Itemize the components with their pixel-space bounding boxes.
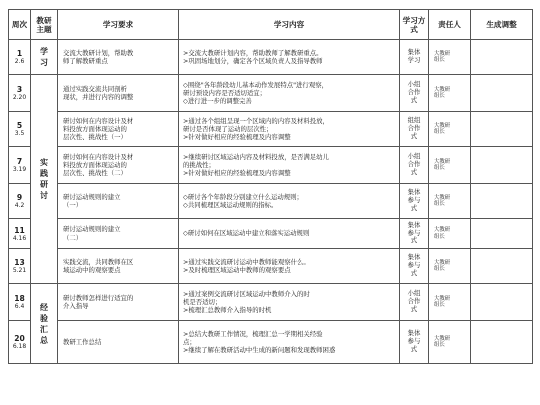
- requirement-line: 层次性、挑战性（一）: [63, 133, 127, 142]
- responsible-line: 大教研: [434, 50, 451, 57]
- mode-line: 小组: [407, 152, 421, 161]
- mode-line: 合作: [407, 124, 421, 133]
- theme-cell: [31, 75, 58, 284]
- requirement-line: 料投放方面体现运动的: [63, 160, 127, 169]
- mode-line: 集体: [407, 188, 421, 197]
- adjust-cell: [471, 112, 533, 147]
- adjust-cell: [471, 147, 533, 184]
- theme-cell: [31, 284, 58, 364]
- content-line: >通过实践交流研讨运动中教师能观察什么。: [183, 257, 310, 266]
- adjust-cell: [471, 40, 533, 75]
- responsible-cell: [429, 147, 471, 184]
- requirement-line: 研讨运动规则的建立: [63, 192, 121, 201]
- content-line: >梳理汇总教师介入指导的时机: [183, 306, 272, 315]
- mode-line: 集体: [407, 220, 421, 229]
- responsible-line: 大教研: [434, 295, 451, 302]
- mode-line: 集体: [407, 48, 421, 57]
- mode-line: 式: [410, 304, 418, 313]
- responsible-cell: [429, 284, 471, 321]
- requirement-line: 通过实践交流共同剖析: [63, 84, 127, 93]
- table-row: [9, 147, 533, 184]
- content-line: ◇研讨各个年龄段分别建立什么运动规则；: [183, 192, 303, 201]
- content-cell: [179, 75, 400, 112]
- header-theme: 教研主题: [31, 10, 58, 40]
- table-row: [9, 112, 533, 147]
- content-line: 研讨是否体现了运动的层次性；: [183, 124, 273, 133]
- requirement-line: 层次性、挑战性（二）: [63, 169, 127, 178]
- mode-line: 参与: [407, 228, 421, 237]
- week-number: 11: [14, 225, 25, 235]
- mode-line: 式: [410, 203, 418, 212]
- requirement-line: 研讨运动规则的建立: [63, 225, 121, 234]
- requirement-line: 实践交流，共同教师在区: [63, 257, 134, 266]
- mode-line: 集体: [407, 329, 421, 338]
- mode-line: 学习: [407, 56, 421, 64]
- content-cell: [179, 219, 400, 249]
- mode-cell: [400, 249, 429, 284]
- week-number: 18: [14, 294, 25, 303]
- content-cell: [179, 147, 400, 184]
- content-line: >继续研讨区域运动内容及材料投放，是否满足幼儿: [183, 152, 329, 161]
- header-mode: 学习方式: [400, 10, 429, 40]
- content-cell: [179, 249, 400, 284]
- week-cell: [9, 184, 31, 219]
- table-row: [9, 219, 533, 249]
- content-line: >通过案例交流研讨区域运动中教师介入的时: [183, 289, 310, 298]
- responsible-line: 大教研: [434, 122, 451, 129]
- content-line: >通过各个组组呈现一个区域内的内容及材料投放，: [183, 116, 329, 125]
- responsible-line: 组长: [434, 165, 445, 171]
- mode-line: 式: [410, 236, 418, 245]
- responsible-line: 大教研: [434, 259, 451, 266]
- week-date: 2.6: [14, 58, 25, 65]
- schedule-document: [8, 9, 533, 364]
- week-date: 4.16: [12, 234, 27, 242]
- week-cell: [9, 284, 31, 321]
- requirements-cell: [58, 147, 179, 184]
- content-line: 点；: [183, 337, 196, 346]
- mode-cell: [400, 112, 429, 147]
- week-date: 4.2: [14, 202, 25, 209]
- requirement-line: 教研工作总结: [63, 337, 102, 346]
- week-cell: [9, 40, 31, 75]
- content-line: ◇研讨如何在区域运动中建立和落实运动规则: [183, 229, 310, 238]
- responsible-line: 组长: [434, 93, 445, 99]
- header-responsible: 责任人: [429, 10, 471, 40]
- responsible-line: 大教研: [434, 335, 451, 342]
- week-cell: [9, 321, 31, 364]
- mode-line: 参与: [407, 337, 421, 346]
- adjust-cell: [471, 184, 533, 219]
- week-date: 6.4: [14, 303, 25, 310]
- week-date: 5.21: [12, 267, 27, 274]
- mode-line: 小组: [407, 289, 421, 298]
- responsible-cell: [429, 249, 471, 284]
- responsible-cell: [429, 40, 471, 75]
- responsible-cell: [429, 321, 471, 364]
- responsible-line: 组长: [434, 129, 445, 135]
- responsible-cell: [429, 219, 471, 249]
- requirements-cell: [58, 321, 179, 364]
- content-line: 机是否适切；: [183, 297, 222, 306]
- week-date: 3.5: [14, 130, 25, 137]
- content-cell: [179, 321, 400, 364]
- week-number: 1: [16, 49, 23, 58]
- content-line: >继续了解在教研活动中生成的新问题和发现教师困惑: [183, 346, 336, 355]
- content-line: 研讨预设内容是否适切适宜；: [183, 88, 267, 97]
- adjust-cell: [471, 284, 533, 321]
- header-week: 周次: [9, 10, 31, 40]
- responsible-cell: [429, 184, 471, 219]
- header-row: [9, 10, 533, 40]
- week-number: 20: [14, 334, 25, 343]
- table-row: [9, 321, 533, 364]
- requirement-line: 现状，并进行内容的调整: [63, 93, 134, 101]
- requirement-line: 研讨如何在内容设计及材: [63, 116, 134, 125]
- responsible-line: 组长: [434, 201, 445, 207]
- mode-line: 式: [410, 344, 418, 353]
- week-cell: [9, 75, 31, 112]
- mode-cell: [400, 219, 429, 249]
- mode-cell: [400, 40, 429, 75]
- responsible-line: 组长: [434, 266, 445, 272]
- table-row: [9, 40, 533, 75]
- mode-line: 参与: [407, 196, 421, 205]
- week-number: 9: [16, 193, 23, 202]
- requirement-line: 师了解教研重点: [63, 57, 108, 65]
- responsible-line: 大教研: [434, 158, 451, 165]
- table-row: [9, 284, 533, 321]
- mode-line: 合作: [407, 88, 421, 97]
- requirement-line: （二）: [63, 233, 83, 242]
- content-line: ◇共同梳理区域运动规则的指标。: [183, 201, 278, 209]
- responsible-line: 大教研: [434, 194, 451, 201]
- adjust-cell: [471, 249, 533, 284]
- mode-line: 式: [410, 131, 418, 140]
- responsible-cell: [429, 112, 471, 147]
- requirement-line: 研讨如何在内容设计及材: [63, 152, 134, 161]
- theme-label: 经验汇总: [40, 302, 48, 345]
- week-date: 2.20: [12, 94, 27, 101]
- requirements-cell: [58, 40, 179, 75]
- mode-line: 组组: [407, 116, 421, 125]
- responsible-line: 组长: [434, 233, 445, 240]
- table-row: [9, 75, 533, 112]
- header-content: 学习内容: [179, 10, 400, 40]
- theme-cell: [31, 40, 58, 75]
- mode-line: 小组: [407, 80, 421, 89]
- theme-label: 学习: [40, 47, 48, 67]
- mode-cell: [400, 284, 429, 321]
- requirements-cell: [58, 112, 179, 147]
- week-number: 7: [16, 157, 23, 166]
- content-line: >针对做好相应的经验梳理及内容调整: [183, 169, 291, 178]
- content-line: >及时梳理区域运动中教师的观察要点: [183, 266, 291, 274]
- week-number: 3: [16, 85, 23, 94]
- week-cell: [9, 249, 31, 284]
- mode-line: 式: [410, 95, 418, 104]
- requirements-cell: [58, 219, 179, 249]
- requirements-cell: [58, 184, 179, 219]
- requirement-line: 研讨教师怎样进行适宜的: [63, 293, 134, 302]
- content-cell: [179, 284, 400, 321]
- mode-line: 式: [410, 167, 418, 176]
- responsible-line: 组长: [434, 57, 445, 63]
- content-line: ◇进行进一步的调整完善: [183, 97, 252, 106]
- content-cell: [179, 40, 400, 75]
- mode-line: 参与: [407, 261, 421, 270]
- table-row: [9, 249, 533, 284]
- requirement-line: 域运动中的观察要点: [63, 266, 121, 274]
- content-cell: [179, 112, 400, 147]
- content-line: ◇围绕"各年龄段幼儿基本动作发展特点"进行观察，: [183, 80, 328, 89]
- schedule-table: [8, 9, 533, 364]
- theme-label: 实践研讨: [40, 158, 48, 200]
- responsible-line: 大教研: [434, 227, 451, 234]
- responsible-line: 组长: [434, 302, 445, 308]
- header-adjust: 生成调整: [471, 10, 533, 40]
- requirements-cell: [58, 249, 179, 284]
- responsible-line: 组长: [434, 342, 445, 348]
- requirement-line: （一）: [63, 201, 83, 209]
- mode-cell: [400, 321, 429, 364]
- mode-line: 合作: [407, 297, 421, 306]
- content-line: >巩固场地划分，确定各个区域负责人及指导教师: [183, 57, 323, 65]
- adjust-cell: [471, 219, 533, 249]
- content-cell: [179, 184, 400, 219]
- requirement-line: 交流大教研计划，帮助教: [63, 48, 134, 57]
- adjust-cell: [471, 321, 533, 364]
- content-line: >针对做好相应的经验梳理及内容调整: [183, 133, 291, 142]
- mode-line: 集体: [407, 253, 421, 262]
- week-date: 6.18: [12, 343, 27, 350]
- requirements-cell: [58, 75, 179, 112]
- mode-cell: [400, 184, 429, 219]
- mode-cell: [400, 75, 429, 112]
- requirements-cell: [58, 284, 179, 321]
- week-cell: [9, 147, 31, 184]
- week-number: 13: [14, 258, 25, 267]
- week-cell: [9, 219, 31, 249]
- week-date: 3.19: [12, 166, 27, 173]
- requirement-line: 料投放方面体现运动的: [63, 124, 127, 133]
- table-row: [9, 184, 533, 219]
- adjust-cell: [471, 75, 533, 112]
- content-line: >总结大教研工作情况，梳理汇总一学期相关经验: [183, 329, 323, 338]
- week-number: 5: [16, 121, 23, 130]
- content-line: 的挑战性；: [183, 160, 215, 169]
- week-cell: [9, 112, 31, 147]
- content-line: >交流大教研计划内容，帮助教师了解教研重点。: [183, 48, 323, 57]
- requirement-line: 介入指导: [63, 302, 89, 310]
- mode-line: 式: [410, 268, 418, 277]
- mode-line: 合作: [407, 160, 421, 169]
- header-requirements: 学习要求: [58, 10, 179, 40]
- responsible-cell: [429, 75, 471, 112]
- mode-cell: [400, 147, 429, 184]
- responsible-line: 大教研: [434, 86, 451, 93]
